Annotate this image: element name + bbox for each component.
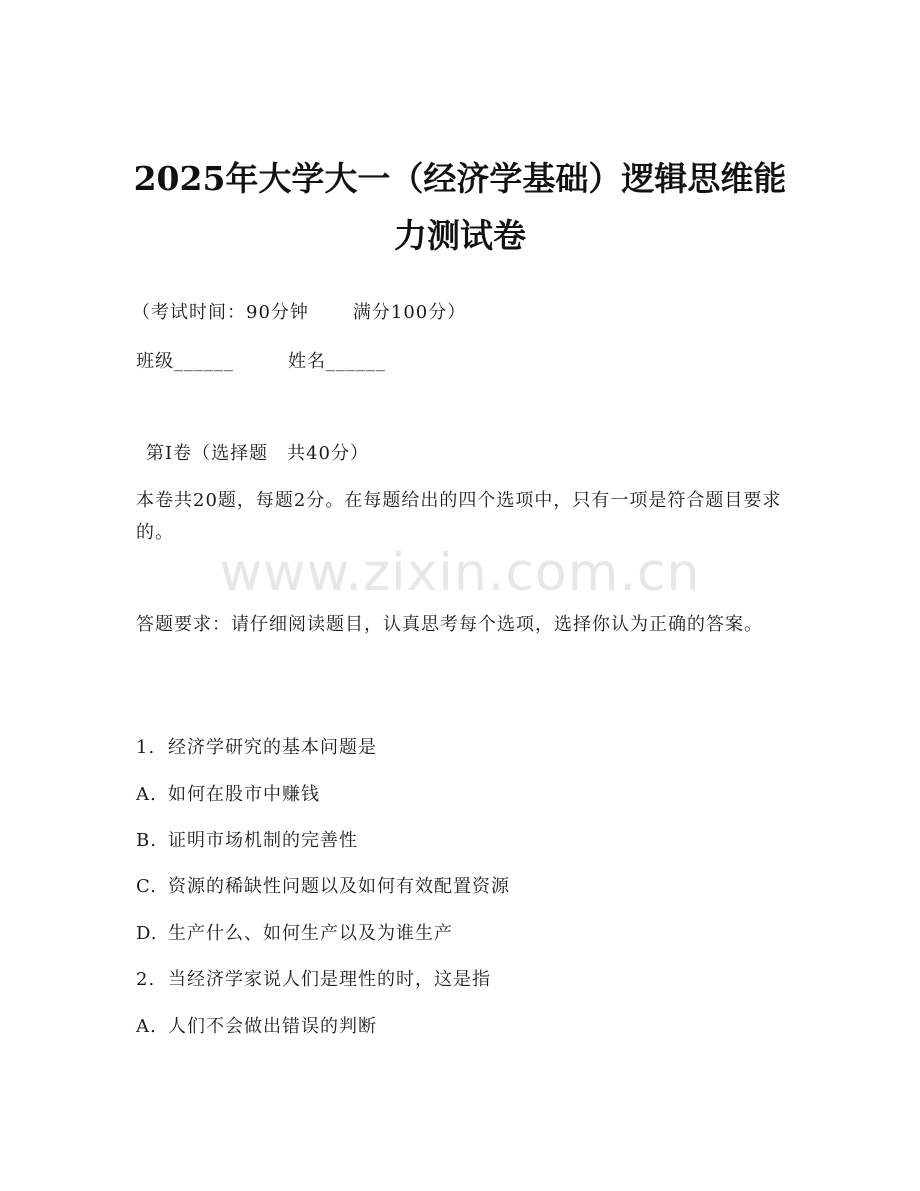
title-line-1: 2025年大学大一（经济学基础）逻辑思维能 — [133, 159, 787, 198]
option-line — [136, 918, 453, 950]
question-text: 经济学研究的基本问题是 — [168, 737, 377, 758]
full-score: 满分100分） — [352, 302, 467, 323]
question-line — [136, 732, 377, 764]
option-line — [136, 1011, 377, 1043]
option-text: 生产什么、如何生产以及为谁生产 — [168, 923, 453, 944]
option-text: 资源的稀缺性问题以及如何有效配置资源 — [168, 876, 510, 897]
class-field: 班级______ — [136, 351, 234, 372]
option-line — [136, 779, 320, 811]
section-title: 第Ⅰ卷（选择题 共40分） — [146, 443, 370, 464]
exam-time: （考试时间：90分钟 — [132, 302, 309, 323]
section-description: 本卷共20题，每题2分。在每题给出的四个选项中，只有一项是符合题目要求的。 — [136, 490, 782, 543]
student-info — [136, 346, 386, 378]
option-letter: A. — [136, 1016, 157, 1037]
option-letter: D. — [136, 923, 158, 944]
title-line-2: 力测试卷 — [394, 216, 526, 255]
option-text: 证明市场机制的完善性 — [168, 830, 358, 851]
watermark: www.zixin.com.cn — [219, 543, 701, 603]
option-line — [136, 825, 358, 857]
name-field: 姓名______ — [288, 351, 386, 372]
question-line — [136, 964, 491, 996]
option-letter: A. — [136, 784, 157, 805]
option-text: 人们不会做出错误的判断 — [168, 1016, 377, 1037]
question-number: 2. — [136, 969, 156, 990]
document-title — [100, 150, 820, 264]
option-letter: C. — [136, 876, 157, 897]
question-text: 当经济学家说人们是理性的时，这是指 — [168, 969, 491, 990]
option-line — [136, 871, 510, 903]
exam-info — [132, 297, 466, 329]
option-text: 如何在股市中赚钱 — [168, 784, 320, 805]
answer-requirement: 答题要求：请仔细阅读题目，认真思考每个选项，选择你认为正确的答案。 — [136, 614, 763, 635]
question-number: 1. — [136, 737, 156, 758]
option-letter: B. — [136, 830, 157, 851]
